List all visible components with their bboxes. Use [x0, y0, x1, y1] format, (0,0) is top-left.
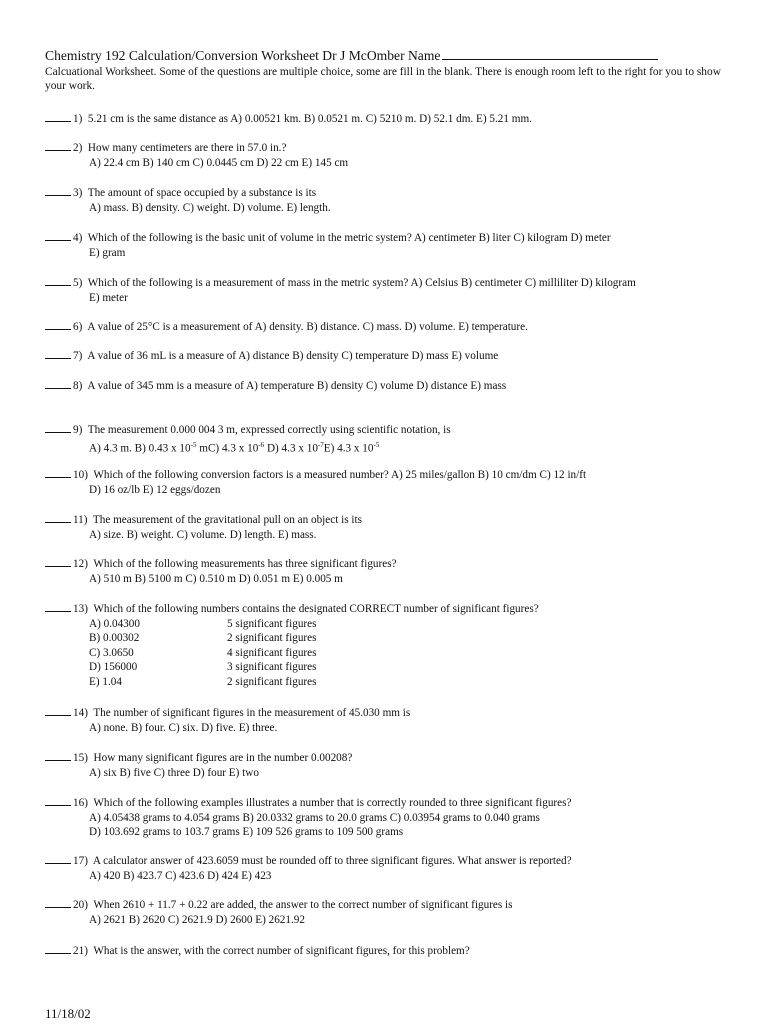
answer-blank — [45, 111, 71, 122]
worksheet-title — [45, 48, 658, 64]
answer-blank — [45, 275, 71, 286]
options: E) meter — [89, 291, 128, 304]
answer-blank — [45, 556, 71, 567]
answer-blank — [45, 230, 71, 241]
option-row: C) 3.0650 4 significant figures — [89, 646, 317, 659]
question-10: 10) Which of the following conversion factors is a measured number? A) 25 miles/gallon B) 10 cm/dm C) 12 in/ft D) 16 oz/lb E) 12 eggs/dozen — [45, 467, 586, 497]
option-row: E) 1.04 2 significant figures — [89, 675, 317, 688]
answer-blank — [45, 140, 71, 151]
name-blank — [442, 48, 658, 60]
options: A) six B) five C) three D) four E) two — [89, 766, 259, 779]
question-7: 7) A value of 36 mL is a measure of A) distance B) density C) temperature D) mass E) volume — [45, 348, 498, 364]
question-12: 12) Which of the following measurements has three significant figures? A) 510 m B) 5100 m C) 0.510 m D) 0.051 m E) 0.005 m — [45, 556, 397, 586]
question-15: 15) How many significant figures are in the number 0.00208? A) six B) five C) three D) four E) two — [45, 750, 352, 780]
option-row: D) 156000 3 significant figures — [89, 661, 317, 674]
option-row: B) 0.00302 2 significant figures — [89, 632, 317, 645]
answer-blank — [45, 750, 71, 761]
options: A) 22.4 cm B) 140 cm C) 0.0445 cm D) 22 cm E) 145 cm — [89, 156, 349, 169]
option-row: A) 0.04300 5 significant figures — [89, 617, 317, 630]
options: A) size. B) weight. C) volume. D) length. E) mass. — [89, 528, 317, 541]
answer-blank — [45, 897, 71, 908]
answer-blank — [45, 795, 71, 806]
question-13: 13) Which of the following numbers contains the designated CORRECT number of significant figures? A) 0.04300 5 significant figures B) 0.00302 2 significant figures C) 3.0650 4 significant figures D) 156000 3 significant figures E) 1.04 2 significant figures — [45, 601, 539, 690]
answer-blank — [45, 601, 71, 612]
footer-date: 11/18/02 — [45, 1006, 91, 1021]
question-4: 4) Which of the following is the basic unit of volume in the metric system? A) centimeter B) liter C) kilogram D) meter E) gram — [45, 230, 611, 260]
options: A) 2621 B) 2620 C) 2621.9 D) 2600 E) 2621.92 — [89, 913, 305, 926]
question-3: 3) The amount of space occupied by a substance is its A) mass. B) density. C) weight. D) volume. E) length. — [45, 185, 331, 215]
answer-blank — [45, 185, 71, 196]
options: A) none. B) four. C) six. D) five. E) three. — [89, 721, 278, 734]
question-11: 11) The measurement of the gravitational pull on an object is its A) size. B) weight. C) volume. D) length. E) mass. — [45, 512, 362, 542]
question-21: 21) What is the answer, with the correct number of significant figures, for this problem? — [45, 943, 470, 959]
question-1: 1) 5.21 cm is the same distance as A) 0.00521 km. B) 0.0521 m. C) 5210 m. D) 52.1 dm. E) 5.21 mm. — [45, 111, 532, 127]
answer-blank — [45, 512, 71, 523]
question-14: 14) The number of significant figures in the measurement of 45.030 mm is A) none. B) four. C) six. D) five. E) three. — [45, 705, 410, 735]
question-2: 2) How many centimeters are there in 57.0 in.? A) 22.4 cm B) 140 cm C) 0.0445 cm D) 22 cm E) 145 cm — [45, 140, 348, 170]
question-17: 17) A calculator answer of 423.6059 must be rounded off to three significant figures. What answer is reported? A) 420 B) 423.7 C) 423.6 D) 424 E) 423 — [45, 853, 572, 883]
options: A) 510 m B) 5100 m C) 0.510 m D) 0.051 m E) 0.005 m — [89, 572, 343, 585]
question-9: 9) The measurement 0.000 004 3 m, expressed correctly using scientific notation, is A) 4.3 m. B) 0.43 x $10^{-5}$ mC) 4.3 x $10^{-6}$ D) 4.3 x $10^{-7}E$) 4.3 x $10^{-5}$ — [45, 422, 451, 456]
answer-blank — [45, 422, 71, 433]
options: A) mass. B) density. C) weight. D) volume. E) length. — [89, 201, 331, 214]
question-6: 6) A value of 25°C is a measurement of A) density. B) distance. C) mass. D) volume. E) temperature. — [45, 319, 528, 335]
answer-blank — [45, 348, 71, 359]
question-16: 16) Which of the following examples illustrates a number that is correctly rounded to three significant figures? A) 4.05438 grams to 4.054 grams B) 20.0332 grams to 20.0 grams C) 0.03954 grams to 0.040 grams D) 103.692 grams to 103.7 grams E) 109 526 grams to 109 500 grams — [45, 795, 571, 840]
title-text: Chemistry 192 Calculation/Conversion Worksheet Dr J McOmber Name — [45, 48, 441, 63]
options: A) 4.05438 grams to 4.054 grams B) 20.0332 grams to 20.0 grams C) 0.03954 grams to 0.040 grams — [89, 811, 540, 824]
answer-blank — [45, 705, 71, 716]
question-5: 5) Which of the following is a measurement of mass in the metric system? A) Celsius B) centimeter C) milliliter D) kilogram E) meter — [45, 275, 636, 305]
question-20: 20) When 2610 + 11.7 + 0.22 are added, the answer to the correct number of significant figures is A) 2621 B) 2620 C) 2621.9 D) 2600 E) 2621.92 — [45, 897, 513, 927]
answer-blank — [45, 943, 71, 954]
answer-blank — [45, 467, 71, 478]
question-8: 8) A value of 345 mm is a measure of A) temperature B) density C) volume D) distance E) mass — [45, 378, 506, 394]
options: A) 4.3 m. B) 0.43 x $10^{-5}$ mC) 4.3 x $10^{-6}$ D) 4.3 x $10^{-7}E$) 4.3 x $10^{-5}$ — [89, 440, 380, 455]
options: D) 103.692 grams to 103.7 grams E) 109 526 grams to 109 500 grams — [89, 826, 404, 839]
options: D) 16 oz/lb E) 12 eggs/dozen — [89, 483, 221, 496]
answer-blank — [45, 853, 71, 864]
instructions: Calcuational Worksheet. Some of the questions are multiple choice, some are fill in the blank. There is enough room left to the right for you to show your work. — [45, 66, 721, 92]
options: A) 420 B) 423.7 C) 423.6 D) 424 E) 423 — [89, 869, 272, 882]
options: E) gram — [89, 246, 126, 259]
answer-blank — [45, 319, 71, 330]
answer-blank — [45, 378, 71, 389]
